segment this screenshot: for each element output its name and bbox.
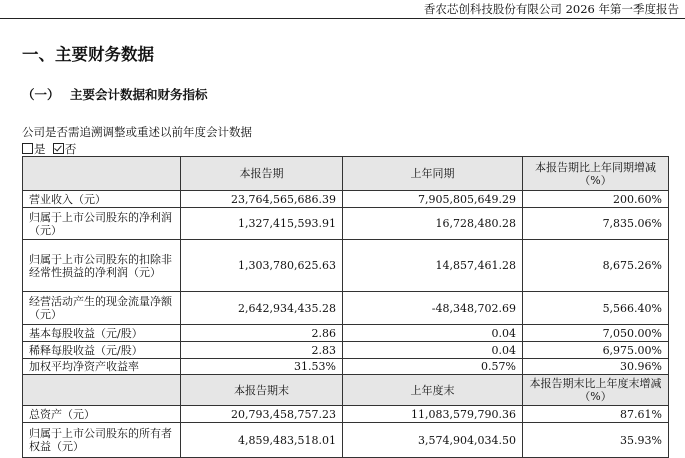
cell-value: 35.93% xyxy=(523,423,669,458)
page-header xyxy=(0,0,685,19)
cell-value: 200.60% xyxy=(523,191,669,208)
header-cell: 本报告期末 xyxy=(181,375,343,406)
row-label: 归属于上市公司股东的净利润（元） xyxy=(23,208,181,240)
row-label: 归属于上市公司股东的扣除非经常性损益的净利润（元） xyxy=(23,240,181,292)
cell-value: 6,975.00% xyxy=(523,342,669,359)
financial-data-table xyxy=(22,156,669,458)
section-title: 一、主要财务数据 xyxy=(22,45,154,64)
cell-value: 5,566.40% xyxy=(523,292,669,325)
cell-value: 20,793,458,757.23 xyxy=(181,406,343,423)
subsection-title xyxy=(22,85,208,103)
row-label: 总资产（元） xyxy=(23,406,181,423)
row-label: 基本每股收益（元/股） xyxy=(23,325,181,342)
table-row xyxy=(23,423,669,458)
checkbox-yes[interactable] xyxy=(22,143,33,154)
cell-value: 0.04 xyxy=(343,325,523,342)
cell-value: 31.53% xyxy=(181,359,343,375)
table-row xyxy=(23,191,669,208)
subsection-number: （一） xyxy=(22,87,60,102)
cell-value: 2.83 xyxy=(181,342,343,359)
row-label: 归属于上市公司股东的所有者权益（元） xyxy=(23,423,181,458)
cell-value: 2.86 xyxy=(181,325,343,342)
table-row xyxy=(23,359,669,375)
cell-value: 14,857,461.28 xyxy=(343,240,523,292)
cell-value: 11,083,579,790.36 xyxy=(343,406,523,423)
cell-value: 16,728,480.28 xyxy=(343,208,523,240)
table-header-row xyxy=(23,375,669,406)
table-header-row xyxy=(23,157,669,191)
table-row xyxy=(23,240,669,292)
report-title: 香农芯创科技股份有限公司 2026 年第一季度报告 xyxy=(423,2,679,16)
cell-value: 0.04 xyxy=(343,342,523,359)
header-cell: 本报告期末比上年度末增减（%） xyxy=(523,375,669,406)
header-cell xyxy=(23,157,181,191)
cell-value: 7,905,805,649.29 xyxy=(343,191,523,208)
checkbox-no[interactable] xyxy=(53,143,64,154)
cell-value: 87.61% xyxy=(523,406,669,423)
header-cell: 上年同期 xyxy=(343,157,523,191)
cell-value: 23,764,565,686.39 xyxy=(181,191,343,208)
table-row xyxy=(23,325,669,342)
cell-value: 7,835.06% xyxy=(523,208,669,240)
row-label: 营业收入（元） xyxy=(23,191,181,208)
row-label: 经营活动产生的现金流量净额（元） xyxy=(23,292,181,325)
cell-value: 4,859,483,518.01 xyxy=(181,423,343,458)
cell-value: 2,642,934,435.28 xyxy=(181,292,343,325)
header-cell: 上年度末 xyxy=(343,375,523,406)
cell-value: 3,574,904,034.50 xyxy=(343,423,523,458)
option-no-label: 否 xyxy=(64,142,77,156)
row-label: 稀释每股收益（元/股） xyxy=(23,342,181,359)
table-row xyxy=(23,292,669,325)
header-cell: 本报告期比上年同期增减（%） xyxy=(523,157,669,191)
subsection-label: 主要会计数据和财务指标 xyxy=(70,87,208,102)
option-yes-label: 是 xyxy=(34,142,46,156)
cell-value: 1,303,780,625.63 xyxy=(181,240,343,292)
header-cell: 本报告期 xyxy=(181,157,343,191)
table-row xyxy=(23,406,669,423)
restatement-question: 公司是否需追溯调整或重述以前年度会计数据 xyxy=(22,125,252,139)
cell-value: -48,348,702.69 xyxy=(343,292,523,325)
cell-value: 1,327,415,593.91 xyxy=(181,208,343,240)
table-row xyxy=(23,208,669,240)
table-row xyxy=(23,342,669,359)
cell-value: 7,050.00% xyxy=(523,325,669,342)
header-cell xyxy=(23,375,181,406)
cell-value: 8,675.26% xyxy=(523,240,669,292)
row-label: 加权平均净资产收益率 xyxy=(23,359,181,375)
cell-value: 30.96% xyxy=(523,359,669,375)
cell-value: 0.57% xyxy=(343,359,523,375)
restatement-options xyxy=(22,141,76,157)
